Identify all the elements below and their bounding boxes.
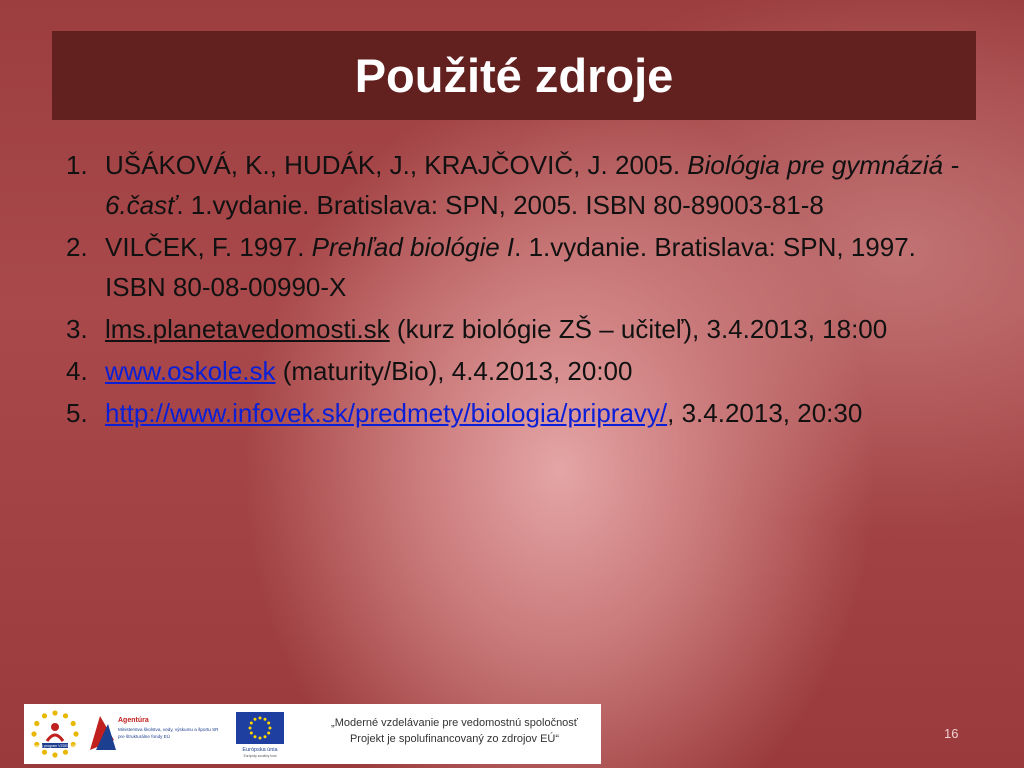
reference-item (66, 309, 966, 349)
eu-flag-logo (234, 710, 290, 760)
reference-number: 4. (66, 356, 88, 386)
reference-item (66, 351, 966, 391)
reference-list (66, 145, 966, 435)
reference-item (66, 393, 966, 433)
reference-item (66, 227, 966, 307)
reference-details: (kurz biológie ZŠ – učiteľ), 3.4.2013, 18:00 (389, 314, 888, 344)
footer-slogan (312, 715, 597, 747)
reference-publisher: . 1.vydanie. Bratislava: SPN, 2005. ISBN 80-89003-81-8 (176, 190, 824, 220)
reference-authors: UŠÁKOVÁ, K., HUDÁK, J., KRAJČOVIČ, J. 2005. (105, 150, 688, 180)
op-label: Operačný program VZDELÁVANIE (28, 744, 82, 748)
reference-text (105, 227, 966, 307)
footer-logo-strip (24, 704, 601, 764)
reference-text (105, 393, 966, 433)
agency-line1: Ministerstva školstva, vedy, výskumu a športu SR (118, 727, 219, 732)
slide-title: Použité zdroje (354, 49, 674, 102)
reference-item (66, 145, 966, 225)
agency-title: Agentúra (118, 717, 149, 724)
reference-book-title: Prehľad biológie I (311, 232, 515, 262)
reference-number: 1. (66, 150, 88, 180)
reference-publisher: . 1.vydanie. Bratislava: SPN, 1997. ISBN 80-08-00990-X (105, 232, 916, 302)
reference-link[interactable]: lms.planetavedomosti.sk (105, 314, 390, 344)
reference-number: 5. (66, 398, 88, 428)
reference-authors: VILČEK, F. 1997. (105, 232, 312, 262)
slide-number: 16 (944, 726, 959, 741)
reference-text (105, 309, 966, 349)
reference-number: 2. (66, 232, 88, 262)
reference-details: (maturity/Bio), 4.4.2013, 20:00 (275, 356, 633, 386)
reference-details: , 3.4.2013, 20:30 (667, 398, 863, 428)
slogan-line2: Projekt je spolufinancovaný zo zdrojov EÚ“ (349, 733, 560, 745)
slogan-line1: „Moderné vzdelávanie pre vedomostnú spoločnosť (331, 717, 578, 729)
reference-link[interactable]: http://www.infovek.sk/predmety/biologia/pripravy/ (105, 398, 668, 428)
agency-logo (86, 710, 246, 758)
reference-text (105, 145, 966, 225)
op-vzdelavanie-logo (28, 707, 82, 761)
eu-label: Európska únia (242, 747, 278, 753)
reference-text (105, 351, 966, 391)
reference-link[interactable]: www.oskole.sk (105, 356, 276, 386)
eu-sub-label: Európsky sociálny fond (243, 754, 277, 758)
agency-line2: pre štrukturálne fondy EÚ (118, 734, 171, 739)
title-bar (52, 31, 976, 120)
reference-number: 3. (66, 314, 88, 344)
reference-book-title: Biológia pre gymnáziá - 6.časť (105, 150, 959, 220)
